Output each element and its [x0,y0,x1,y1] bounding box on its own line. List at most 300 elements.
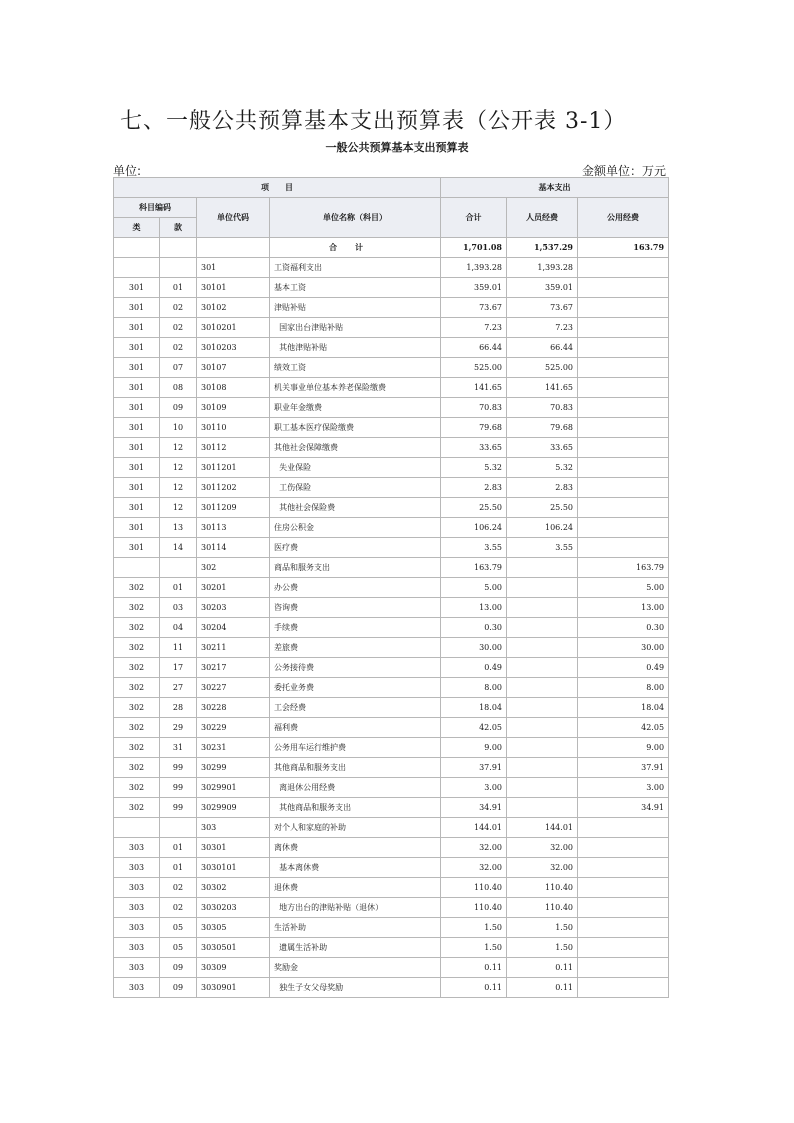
cell-personnel [507,778,578,798]
table-row [114,978,669,998]
cell-unit-name: 机关事业单位基本养老保险缴费 [270,378,441,398]
table-row [114,398,669,418]
header-subject-code: 科目编码 [114,198,197,218]
cell-total: 42.05 [441,718,507,738]
cell-total: 9.00 [441,738,507,758]
cell-personnel: 73.67 [507,298,578,318]
cell-unit-code: 30217 [197,658,270,678]
cell-total: 1,701.08 [441,238,507,258]
cell-class: 303 [114,878,160,898]
cell-public: 5.00 [578,578,669,598]
cell-personnel: 70.83 [507,398,578,418]
cell-class: 303 [114,978,160,998]
cell-total: 5.00 [441,578,507,598]
cell-item: 10 [160,418,197,438]
cell-personnel: 25.50 [507,498,578,518]
table-row [114,578,669,598]
header-class: 类 [114,218,160,238]
cell-total: 2.83 [441,478,507,498]
cell-public [578,818,669,838]
cell-item: 14 [160,538,197,558]
cell-class: 302 [114,778,160,798]
budget-table [113,177,669,998]
cell-class: 302 [114,738,160,758]
cell-unit-name: 基本离休费 [270,858,441,878]
cell-class: 303 [114,858,160,878]
cell-class: 302 [114,638,160,658]
cell-unit-name: 公务用车运行维护费 [270,738,441,758]
table-row [114,558,669,578]
cell-class [114,818,160,838]
cell-item: 28 [160,698,197,718]
cell-item: 09 [160,958,197,978]
cell-personnel [507,558,578,578]
cell-unit-name: 奖励金 [270,958,441,978]
cell-public [578,958,669,978]
cell-total: 37.91 [441,758,507,778]
cell-unit-code: 30299 [197,758,270,778]
cell-public: 13.00 [578,598,669,618]
cell-personnel: 33.65 [507,438,578,458]
cell-item: 02 [160,298,197,318]
cell-item: 07 [160,358,197,378]
cell-class: 303 [114,918,160,938]
cell-unit-code: 30305 [197,918,270,938]
cell-unit-code: 3011209 [197,498,270,518]
cell-class: 303 [114,938,160,958]
cell-class: 301 [114,318,160,338]
cell-unit-code: 3030501 [197,938,270,958]
table-row [114,638,669,658]
table-row [114,878,669,898]
cell-unit-name: 工伤保险 [270,478,441,498]
table-title: 一般公共预算基本支出预算表 [325,141,469,154]
cell-unit-name: 职业年金缴费 [270,398,441,418]
cell-unit-code: 3029901 [197,778,270,798]
cell-personnel [507,618,578,638]
cell-item: 99 [160,798,197,818]
cell-total: 1.50 [441,918,507,938]
cell-item: 99 [160,778,197,798]
cell-total: 0.11 [441,958,507,978]
cell-item: 12 [160,458,197,478]
cell-item: 02 [160,878,197,898]
cell-unit-code: 30107 [197,358,270,378]
cell-public [578,378,669,398]
cell-personnel: 106.24 [507,518,578,538]
cell-unit-code: 30110 [197,418,270,438]
cell-item: 09 [160,398,197,418]
cell-personnel: 1,393.28 [507,258,578,278]
cell-personnel [507,638,578,658]
cell-item: 31 [160,738,197,758]
cell-unit-name: 办公费 [270,578,441,598]
cell-unit-code: 30302 [197,878,270,898]
cell-item: 12 [160,438,197,458]
cell-unit-name: 工资福利支出 [270,258,441,278]
cell-unit-name: 委托业务费 [270,678,441,698]
cell-public: 163.79 [578,558,669,578]
cell-class: 301 [114,298,160,318]
cell-unit-code: 3010203 [197,338,270,358]
cell-unit-code: 30101 [197,278,270,298]
header-total: 合计 [441,198,507,238]
cell-unit-name: 其他津贴补贴 [270,338,441,358]
cell-unit-code: 30309 [197,958,270,978]
header-project: 项 目 [114,178,441,198]
cell-item [160,258,197,278]
cell-unit-code: 30211 [197,638,270,658]
table-row [114,798,669,818]
cell-class [114,238,160,258]
cell-class: 301 [114,438,160,458]
cell-public [578,298,669,318]
cell-class: 303 [114,898,160,918]
cell-unit-name: 离退休公用经费 [270,778,441,798]
cell-personnel: 1.50 [507,938,578,958]
cell-unit-name: 对个人和家庭的补助 [270,818,441,838]
table-row [114,438,669,458]
cell-class: 302 [114,618,160,638]
cell-personnel [507,678,578,698]
cell-item: 11 [160,638,197,658]
amount-unit-label: 金额单位：万元 [581,164,666,178]
cell-total: 33.65 [441,438,507,458]
cell-item: 12 [160,498,197,518]
cell-total: 3.55 [441,538,507,558]
header-unit-name: 单位名称（科目） [270,198,441,238]
cell-class: 301 [114,418,160,438]
cell-class: 302 [114,698,160,718]
cell-total: 70.83 [441,398,507,418]
table-row [114,538,669,558]
cell-unit-code: 3011201 [197,458,270,478]
cell-unit-name: 离休费 [270,838,441,858]
table-row [114,358,669,378]
cell-total: 32.00 [441,838,507,858]
table-row [114,678,669,698]
cell-unit-name: 咨询费 [270,598,441,618]
cell-unit-name: 国家出台津贴补贴 [270,318,441,338]
cell-public: 0.30 [578,618,669,638]
cell-total: 13.00 [441,598,507,618]
cell-unit-code: 30203 [197,598,270,618]
table-body [114,238,669,998]
cell-total: 0.30 [441,618,507,638]
cell-unit-code: 30229 [197,718,270,738]
cell-item: 01 [160,858,197,878]
cell-unit-code: 30102 [197,298,270,318]
header-personnel: 人员经费 [507,198,578,238]
cell-unit-code: 30113 [197,518,270,538]
cell-item: 04 [160,618,197,638]
cell-public: 9.00 [578,738,669,758]
cell-personnel: 79.68 [507,418,578,438]
unit-label: 单位: [113,164,142,178]
cell-total: 1.50 [441,938,507,958]
cell-total: 30.00 [441,638,507,658]
cell-unit-name: 津贴补贴 [270,298,441,318]
cell-unit-code: 3029909 [197,798,270,818]
cell-public: 8.00 [578,678,669,698]
cell-class: 303 [114,958,160,978]
cell-total: 5.32 [441,458,507,478]
cell-unit-code: 30201 [197,578,270,598]
cell-unit-code: 3030203 [197,898,270,918]
cell-unit-code: 30109 [197,398,270,418]
header-unit-code: 单位代码 [197,198,270,238]
cell-personnel: 2.83 [507,478,578,498]
cell-item [160,558,197,578]
table-row [114,458,669,478]
table-row [114,738,669,758]
header-item: 款 [160,218,197,238]
cell-total: 25.50 [441,498,507,518]
cell-item: 03 [160,598,197,618]
table-row [114,278,669,298]
cell-class: 302 [114,758,160,778]
cell-item: 01 [160,278,197,298]
cell-public [578,938,669,958]
cell-public: 42.05 [578,718,669,738]
cell-total: 144.01 [441,818,507,838]
cell-unit-code: 3030101 [197,858,270,878]
cell-total: 18.04 [441,698,507,718]
cell-personnel: 110.40 [507,898,578,918]
cell-class: 301 [114,378,160,398]
cell-item: 27 [160,678,197,698]
table-row [114,898,669,918]
cell-public [578,518,669,538]
cell-total: 32.00 [441,858,507,878]
cell-public: 34.91 [578,798,669,818]
page-heading: 七、一般公共预算基本支出预算表（公开表 3-1） [120,109,627,134]
cell-class: 301 [114,518,160,538]
table-row [114,598,669,618]
cell-public [578,278,669,298]
cell-unit-code: 301 [197,258,270,278]
cell-public: 163.79 [578,238,669,258]
cell-unit-name: 福利费 [270,718,441,738]
cell-class: 301 [114,538,160,558]
cell-public [578,878,669,898]
cell-total: 3.00 [441,778,507,798]
cell-class: 301 [114,398,160,418]
cell-total: 110.40 [441,878,507,898]
cell-unit-code: 3010201 [197,318,270,338]
cell-personnel: 141.65 [507,378,578,398]
cell-item: 08 [160,378,197,398]
cell-total: 66.44 [441,338,507,358]
table-row [114,478,669,498]
cell-class: 301 [114,358,160,378]
cell-unit-code: 30231 [197,738,270,758]
cell-class: 302 [114,598,160,618]
table-row [114,858,669,878]
cell-personnel [507,698,578,718]
cell-unit-code: 3011202 [197,478,270,498]
cell-public: 3.00 [578,778,669,798]
cell-class [114,558,160,578]
cell-class: 302 [114,658,160,678]
cell-unit-name: 其他社会保险费 [270,498,441,518]
cell-public [578,258,669,278]
cell-item: 99 [160,758,197,778]
cell-item: 05 [160,918,197,938]
table-header [114,178,669,238]
cell-public [578,838,669,858]
cell-public [578,538,669,558]
cell-personnel: 3.55 [507,538,578,558]
table-row [114,838,669,858]
cell-unit-code: 3030901 [197,978,270,998]
cell-personnel: 32.00 [507,858,578,878]
cell-class: 301 [114,458,160,478]
cell-item: 02 [160,338,197,358]
cell-public: 0.49 [578,658,669,678]
table-row [114,498,669,518]
cell-personnel: 1,537.29 [507,238,578,258]
cell-unit-name: 遗属生活补助 [270,938,441,958]
cell-unit-code: 30204 [197,618,270,638]
cell-public [578,898,669,918]
cell-class: 302 [114,678,160,698]
cell-item: 17 [160,658,197,678]
cell-total: 0.11 [441,978,507,998]
cell-item: 29 [160,718,197,738]
cell-unit-code: 30112 [197,438,270,458]
cell-unit-code: 303 [197,818,270,838]
cell-unit-name: 住房公积金 [270,518,441,538]
cell-total: 73.67 [441,298,507,318]
table-row [114,958,669,978]
cell-public: 37.91 [578,758,669,778]
cell-public [578,978,669,998]
cell-total: 79.68 [441,418,507,438]
table-row [114,698,669,718]
cell-unit-code [197,238,270,258]
cell-public [578,498,669,518]
cell-personnel [507,718,578,738]
table-row [114,778,669,798]
cell-class: 301 [114,338,160,358]
cell-item: 01 [160,578,197,598]
cell-unit-name: 独生子女父母奖励 [270,978,441,998]
cell-personnel: 359.01 [507,278,578,298]
header-public: 公用经费 [578,198,669,238]
cell-public [578,318,669,338]
cell-unit-name: 绩效工资 [270,358,441,378]
cell-personnel [507,738,578,758]
cell-item: 12 [160,478,197,498]
cell-personnel: 0.11 [507,978,578,998]
cell-class: 302 [114,798,160,818]
table-row [114,338,669,358]
cell-personnel: 7.23 [507,318,578,338]
cell-public [578,438,669,458]
cell-unit-name: 生活补助 [270,918,441,938]
cell-total: 7.23 [441,318,507,338]
cell-total: 110.40 [441,898,507,918]
cell-personnel [507,578,578,598]
total-row [114,238,669,258]
cell-unit-name: 退休费 [270,878,441,898]
cell-total: 8.00 [441,678,507,698]
cell-class: 301 [114,278,160,298]
cell-unit-name: 合计 [270,238,441,258]
cell-personnel [507,758,578,778]
cell-public [578,458,669,478]
cell-unit-code: 30301 [197,838,270,858]
cell-public: 18.04 [578,698,669,718]
cell-personnel: 110.40 [507,878,578,898]
cell-item [160,818,197,838]
cell-total: 163.79 [441,558,507,578]
cell-unit-name: 失业保险 [270,458,441,478]
cell-personnel: 144.01 [507,818,578,838]
cell-total: 34.91 [441,798,507,818]
cell-public [578,858,669,878]
cell-public [578,398,669,418]
table-row [114,378,669,398]
cell-class: 301 [114,478,160,498]
cell-unit-name: 其他商品和服务支出 [270,758,441,778]
cell-personnel: 5.32 [507,458,578,478]
cell-personnel: 1.50 [507,918,578,938]
cell-unit-name: 其他社会保障缴费 [270,438,441,458]
cell-unit-name: 工会经费 [270,698,441,718]
table-row [114,918,669,938]
table-row [114,758,669,778]
cell-public [578,418,669,438]
cell-unit-name: 基本工资 [270,278,441,298]
cell-personnel: 525.00 [507,358,578,378]
cell-personnel: 66.44 [507,338,578,358]
table-row [114,318,669,338]
cell-unit-name: 公务接待费 [270,658,441,678]
table-row [114,298,669,318]
cell-unit-name: 医疗费 [270,538,441,558]
cell-unit-code: 30114 [197,538,270,558]
cell-unit-name: 地方出台的津贴补贴（退休） [270,898,441,918]
table-row [114,418,669,438]
cell-total: 359.01 [441,278,507,298]
cell-unit-code: 30108 [197,378,270,398]
cell-item: 13 [160,518,197,538]
cell-total: 106.24 [441,518,507,538]
header-basic-expense: 基本支出 [441,178,669,198]
cell-unit-code: 30228 [197,698,270,718]
table-row [114,658,669,678]
cell-class: 303 [114,838,160,858]
cell-item: 09 [160,978,197,998]
cell-public [578,918,669,938]
table-row [114,618,669,638]
cell-unit-name: 差旅费 [270,638,441,658]
cell-public: 30.00 [578,638,669,658]
cell-unit-code: 30227 [197,678,270,698]
cell-item: 01 [160,838,197,858]
cell-total: 525.00 [441,358,507,378]
cell-personnel [507,598,578,618]
cell-item: 02 [160,898,197,918]
cell-total: 141.65 [441,378,507,398]
table-row [114,938,669,958]
table-row [114,818,669,838]
cell-class: 301 [114,498,160,518]
cell-public [578,478,669,498]
cell-personnel [507,798,578,818]
